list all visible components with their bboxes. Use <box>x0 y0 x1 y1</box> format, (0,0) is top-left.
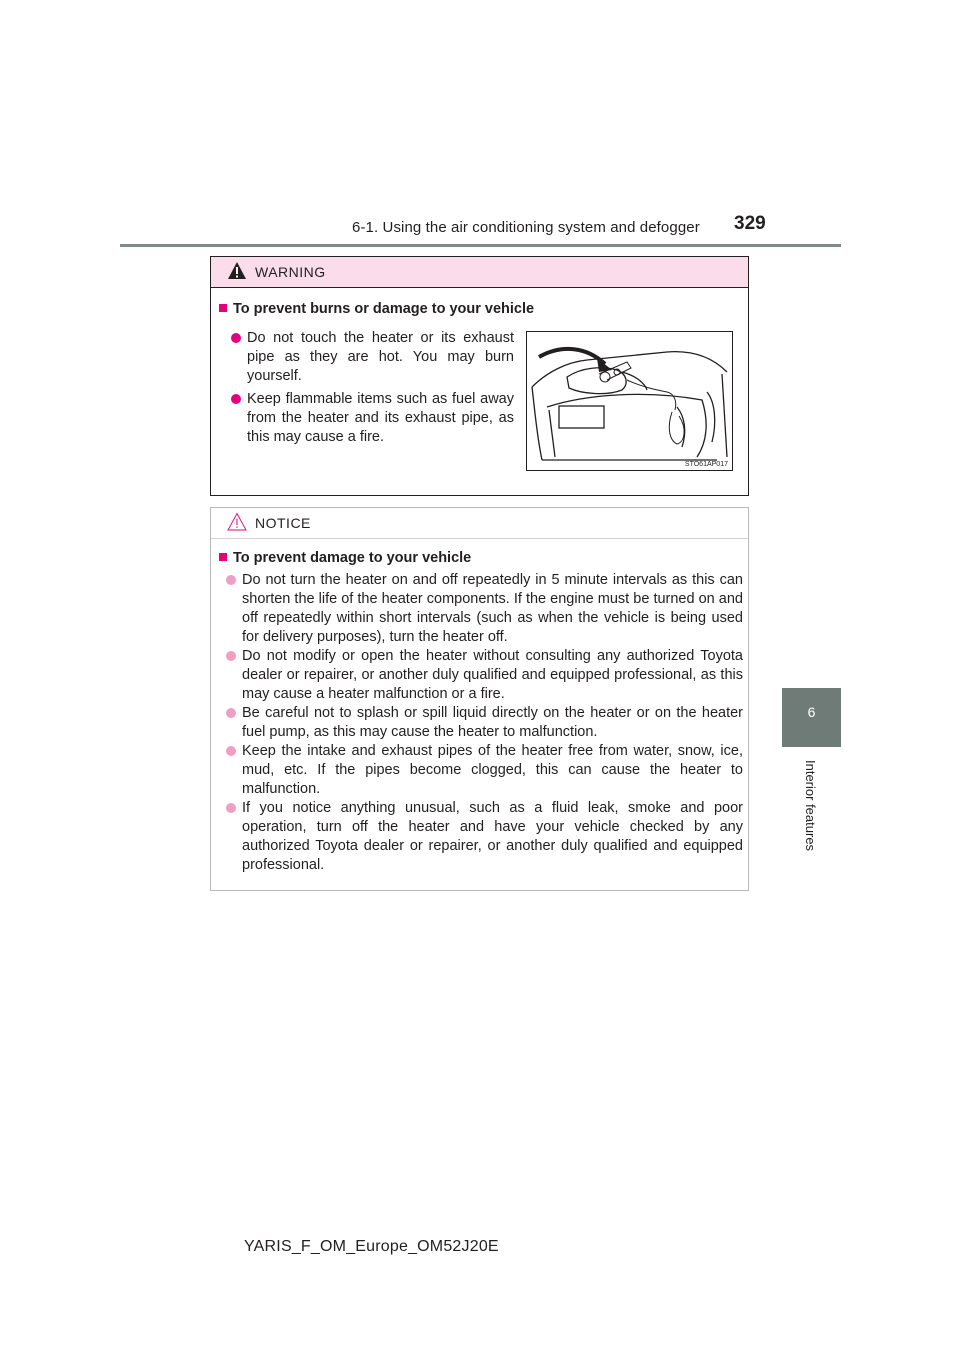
notice-item <box>242 742 743 799</box>
notice-item <box>242 704 743 742</box>
notice-header <box>211 508 748 539</box>
bullet-icon <box>231 394 241 404</box>
notice-item <box>242 799 743 875</box>
notice-item <box>242 647 743 704</box>
illustration-code: STO61AP017 <box>684 461 728 468</box>
notice-heading-text: To prevent damage to your vehicle <box>233 550 472 566</box>
car-front-drawing <box>527 332 732 470</box>
chapter-label-text: Interior features <box>803 760 818 852</box>
warning-item <box>247 390 514 447</box>
bullet-icon <box>226 708 236 718</box>
section-title: 6-1. Using the air conditioning system and defogger <box>352 219 700 236</box>
notice-icon <box>227 512 247 531</box>
notice-item-text: Do not modify or open the heater without consulting any authorized Toyota dealer or repairer, or another duly qualified and equipped professional, as this may cause a heater malfunction or a fire. <box>242 648 743 702</box>
notice-label: NOTICE <box>255 515 311 531</box>
bullet-icon <box>226 803 236 813</box>
document-id: YARIS_F_OM_Europe_OM52J20E <box>244 1238 499 1255</box>
warning-heading-text: To prevent burns or damage to your vehicle <box>233 301 535 317</box>
warning-label: WARNING <box>255 264 326 280</box>
notice-item-text: Keep the intake and exhaust pipes of the heater free from water, snow, ice, mud, etc. If the pipes become clogged, this can cause the heater to malfunction. <box>242 743 743 797</box>
notice-item-text: If you notice anything unusual, such as a fluid leak, smoke and poor operation, turn off the heater and have your vehicle checked by any authorized Toyota dealer or repairer, or another duly qualified and equipped professional. <box>242 800 743 873</box>
warning-box <box>210 256 749 496</box>
heater-location-illustration <box>526 331 733 471</box>
notice-item-text: Be careful not to splash or spill liquid directly on the heater or on the heater fuel pump, as this may cause the heater to malfunction. <box>242 705 743 740</box>
warning-header <box>211 257 748 288</box>
notice-heading <box>219 550 471 566</box>
warning-item <box>247 329 514 386</box>
chapter-side-label <box>804 760 820 870</box>
notice-item-text: Do not turn the heater on and off repeatedly in 5 minute intervals as this can shorten the life of the heater components. If the engine must be turned on and off repeatedly within short intervals (such as when the vehicle is being used for delivery purposes), turn the heater off. <box>242 572 743 645</box>
bullet-icon <box>231 333 241 343</box>
bullet-icon <box>226 746 236 756</box>
chapter-tab[interactable]: 6 <box>782 688 841 747</box>
bullet-icon <box>226 575 236 585</box>
square-bullet-icon <box>219 553 227 561</box>
warning-item-text: Do not touch the heater or its exhaust pipe as they are hot. You may burn yourself. <box>247 330 514 384</box>
notice-box <box>210 507 749 891</box>
square-bullet-icon <box>219 304 227 312</box>
warning-heading <box>219 301 534 317</box>
bullet-icon <box>226 651 236 661</box>
warning-icon <box>227 261 247 280</box>
warning-item-text: Keep flammable items such as fuel away from the heater and its exhaust pipe, as this may cause a fire. <box>247 391 514 445</box>
notice-item <box>242 571 743 647</box>
page-number: 329 <box>734 213 766 234</box>
header-divider <box>120 244 841 247</box>
